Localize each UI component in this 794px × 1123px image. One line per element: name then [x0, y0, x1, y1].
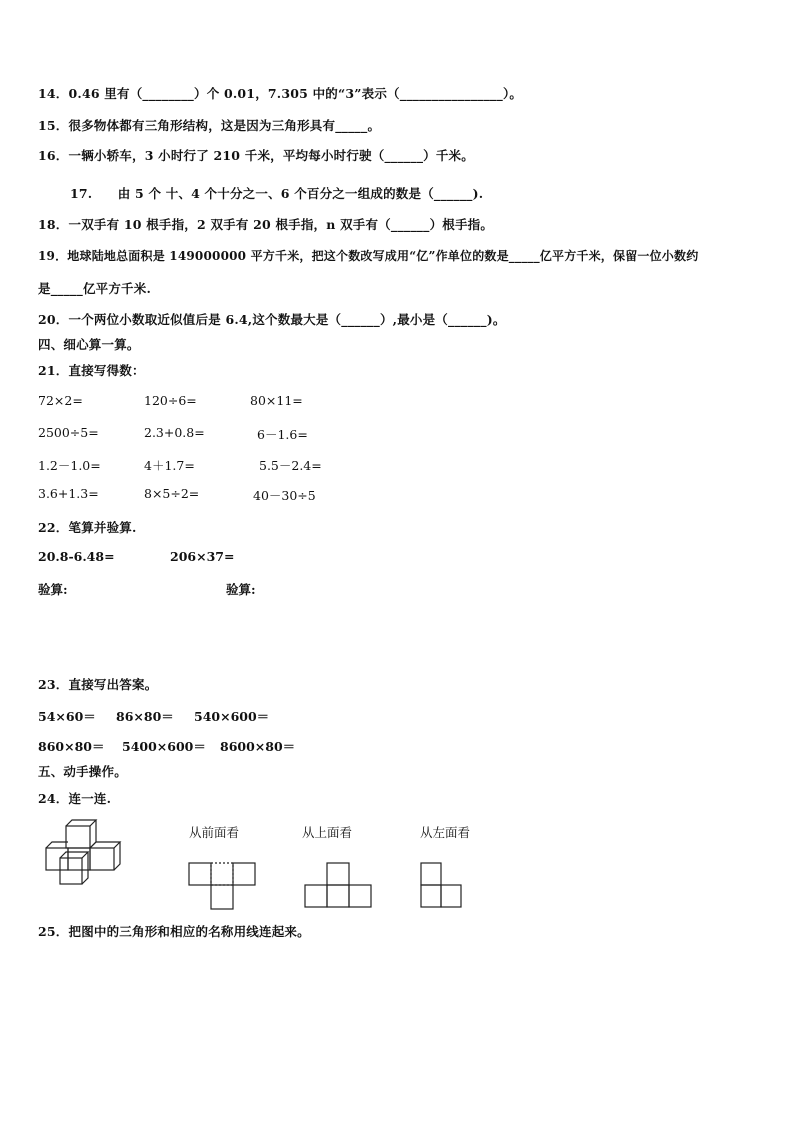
q16: 16．一辆小轿车，3 小时行了 210 千米，平均每小时行驶（______）千米。 [38, 148, 474, 163]
q21-r4c2: 8×5÷2= [144, 486, 200, 501]
front-view-shape [188, 862, 258, 910]
q22-check2: 验算: [226, 582, 256, 597]
q22-check1: 验算: [38, 582, 68, 597]
q23-r2c3: 8600×80＝ [220, 739, 296, 754]
q22: 22．笔算并验算. [38, 520, 137, 535]
q23-r1c1: 54×60＝ [38, 709, 96, 724]
q21-r4c3: 40－30÷5 [253, 488, 316, 503]
q15: 15．很多物体都有三角形结构，这是因为三角形具有_____。 [38, 118, 381, 133]
q18: 18．一双手有 10 根手指，2 双手有 20 根手指，n 双手有（______）根手指。 [38, 217, 494, 232]
q23-r2c2: 5400×600＝ [122, 739, 206, 754]
q21-r2c3: 6－1.6= [257, 427, 308, 442]
q21-r2c1: 2500÷5= [38, 425, 99, 440]
top-view-shape [304, 862, 374, 910]
q22-item2: 206×37= [170, 549, 235, 564]
q25: 25．把图中的三角形和相应的名称用线连起来。 [38, 924, 310, 939]
q21: 21．直接写得数： [38, 363, 145, 378]
q14: 14．0.46 里有（________）个 0.01，7.305 中的“3”表示（________________）。 [38, 86, 523, 101]
q23-r1c2: 86×80＝ [116, 709, 174, 724]
section5-title: 五、动手操作。 [38, 764, 127, 779]
view-label-left: 从左面看 [420, 825, 471, 840]
q21-r3c3: 5.5－2.4= [259, 458, 322, 473]
q23-r1c3: 540×600＝ [194, 709, 270, 724]
q23-r2c1: 860×80＝ [38, 739, 105, 754]
q21-r3c2: 4＋1.7= [144, 458, 195, 473]
q20: 20．一个两位小数取近似值后是 6.4,这个数最大是（______）,最小是（______)。 [38, 312, 506, 327]
q21-r3c1: 1.2－1.0= [38, 458, 101, 473]
q21-r2c2: 2.3+0.8= [144, 425, 205, 440]
section4-title: 四、细心算一算。 [38, 337, 140, 352]
view-label-front: 从前面看 [189, 825, 240, 840]
cube-stack-figure [40, 818, 140, 888]
q21-r1c3: 80×11= [250, 393, 303, 408]
view-label-top: 从上面看 [302, 825, 353, 840]
q24: 24．连一连. [38, 791, 112, 806]
q23: 23．直接写出答案。 [38, 677, 158, 692]
q21-r1c1: 72×2= [38, 393, 83, 408]
q21-r4c1: 3.6+1.3= [38, 486, 99, 501]
q22-item1: 20.8-6.48= [38, 549, 115, 564]
q17: 17. 由 5 个 十、4 个十分之一、6 个百分之一组成的数是（______). [70, 186, 484, 201]
q21-r1c2: 120÷6= [144, 393, 197, 408]
q19-line2: 是_____亿平方千米. [38, 281, 152, 296]
left-view-shape [420, 862, 468, 910]
q19-line1: 19．地球陆地总面积是 149000000 平方千米，把这个数改写成用“亿”作单位的数是_____亿平方千米，保留一位小数约 [38, 249, 699, 263]
